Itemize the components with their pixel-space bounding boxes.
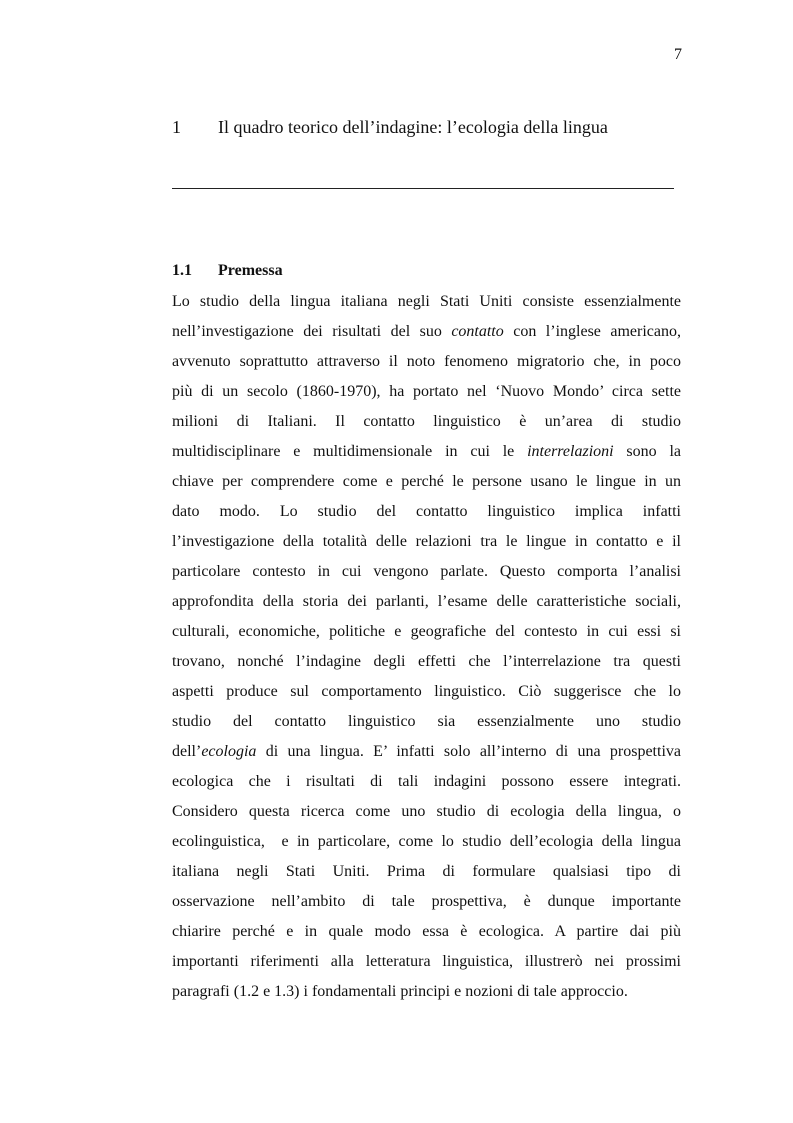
italic-term: ecologia — [201, 743, 257, 760]
text-run: chiarire perché e in quale modo essa è ecologica. A partire dai più — [172, 923, 681, 940]
paragraph-line — [172, 287, 681, 317]
text-run: aspetti produce sul comportamento linguistico. Ciò suggerisce che lo — [172, 683, 681, 700]
section-title: Premessa — [218, 262, 283, 279]
text-run: l’investigazione della totalità delle relazioni tra le lingue in contatto e il — [172, 533, 681, 550]
paragraph-line — [172, 767, 681, 797]
text-run: paragrafi (1.2 e 1.3) i fondamentali principi e nozioni di tale approccio. — [172, 983, 628, 1000]
paragraph-line — [172, 377, 681, 407]
chapter-title: Il quadro teorico dell’indagine: l’ecologia della lingua — [218, 117, 608, 137]
text-run: osservazione nell’ambito di tale prospettiva, è dunque importante — [172, 893, 681, 910]
italic-term: contatto — [451, 323, 504, 340]
text-run: di una lingua. E’ infatti solo all’interno di una prospettiva — [256, 743, 681, 760]
paragraph-line — [172, 617, 681, 647]
text-run: italiana negli Stati Uniti. Prima di formulare qualsiasi tipo di — [172, 863, 681, 880]
paragraph-line — [172, 947, 681, 977]
text-run: studio del contatto linguistico sia essenzialmente uno studio — [172, 713, 681, 730]
paragraph-line — [172, 497, 681, 527]
text-run: approfondita della storia dei parlanti, l’esame delle caratteristiche sociali, — [172, 593, 681, 610]
text-run: multidisciplinare e multidimensionale in cui le — [172, 443, 528, 460]
text-run: nell’investigazione dei risultati del suo — [172, 323, 452, 340]
chapter-number: 1 — [172, 117, 181, 137]
section-number: 1.1 — [172, 262, 192, 279]
paragraph-line — [172, 827, 681, 857]
text-run: chiave per comprendere come e perché le persone usano le lingue in un — [172, 473, 681, 490]
text-run: culturali, economiche, politiche e geografiche del contesto in cui essi si — [172, 623, 681, 640]
paragraph-line — [172, 557, 681, 587]
text-run: avvenuto soprattutto attraverso il noto fenomeno migratorio che, in poco — [172, 353, 681, 370]
text-run: più di un secolo (1860-1970), ha portato nel ‘Nuovo Mondo’ circa sette — [172, 383, 681, 400]
text-run: ecolinguistica, e in particolare, come lo studio dell’ecologia della lingua — [172, 833, 681, 850]
paragraph-line — [172, 347, 681, 377]
text-run: milioni di Italiani. Il contatto linguistico è un’area di studio — [172, 413, 681, 430]
text-run: dell’ — [172, 743, 202, 760]
paragraph-line — [172, 797, 681, 827]
text-run: dato modo. Lo studio del contatto linguistico implica infatti — [172, 503, 681, 520]
body-paragraph — [172, 287, 681, 1007]
text-run: Considero questa ricerca come uno studio di ecologia della lingua, o — [172, 803, 681, 820]
section-heading — [172, 259, 283, 283]
paragraph-line — [172, 407, 681, 437]
paragraph-line — [172, 647, 681, 677]
italic-term: interrelazioni — [527, 443, 614, 460]
text-run: importanti riferimenti alla letteratura linguistica, illustrerò nei prossimi — [172, 953, 681, 970]
paragraph-line — [172, 977, 681, 1007]
text-run: trovano, nonché l’indagine degli effetti che l’interrelazione tra questi — [172, 653, 681, 670]
paragraph-line — [172, 917, 681, 947]
paragraph-line — [172, 317, 681, 347]
paragraph-line — [172, 887, 681, 917]
paragraph-line — [172, 527, 681, 557]
paragraph-line — [172, 677, 681, 707]
paragraph-line — [172, 467, 681, 497]
text-run: sono la — [613, 443, 682, 460]
text-run: particolare contesto in cui vengono parlate. Questo comporta l’analisi — [172, 563, 681, 580]
text-run: ecologica che i risultati di tali indagini possono essere integrati. — [172, 773, 681, 790]
chapter-heading — [172, 115, 692, 139]
paragraph-line — [172, 857, 681, 887]
page-number: 7 — [674, 46, 682, 63]
paragraph-line — [172, 707, 681, 737]
horizontal-rule — [172, 188, 674, 189]
paragraph-line — [172, 737, 681, 767]
paragraph-line — [172, 587, 681, 617]
paragraph-line — [172, 437, 681, 467]
text-run: Lo studio della lingua italiana negli Stati Uniti consiste essenzialmente — [172, 293, 681, 310]
text-run: con l’inglese americano, — [503, 323, 681, 340]
